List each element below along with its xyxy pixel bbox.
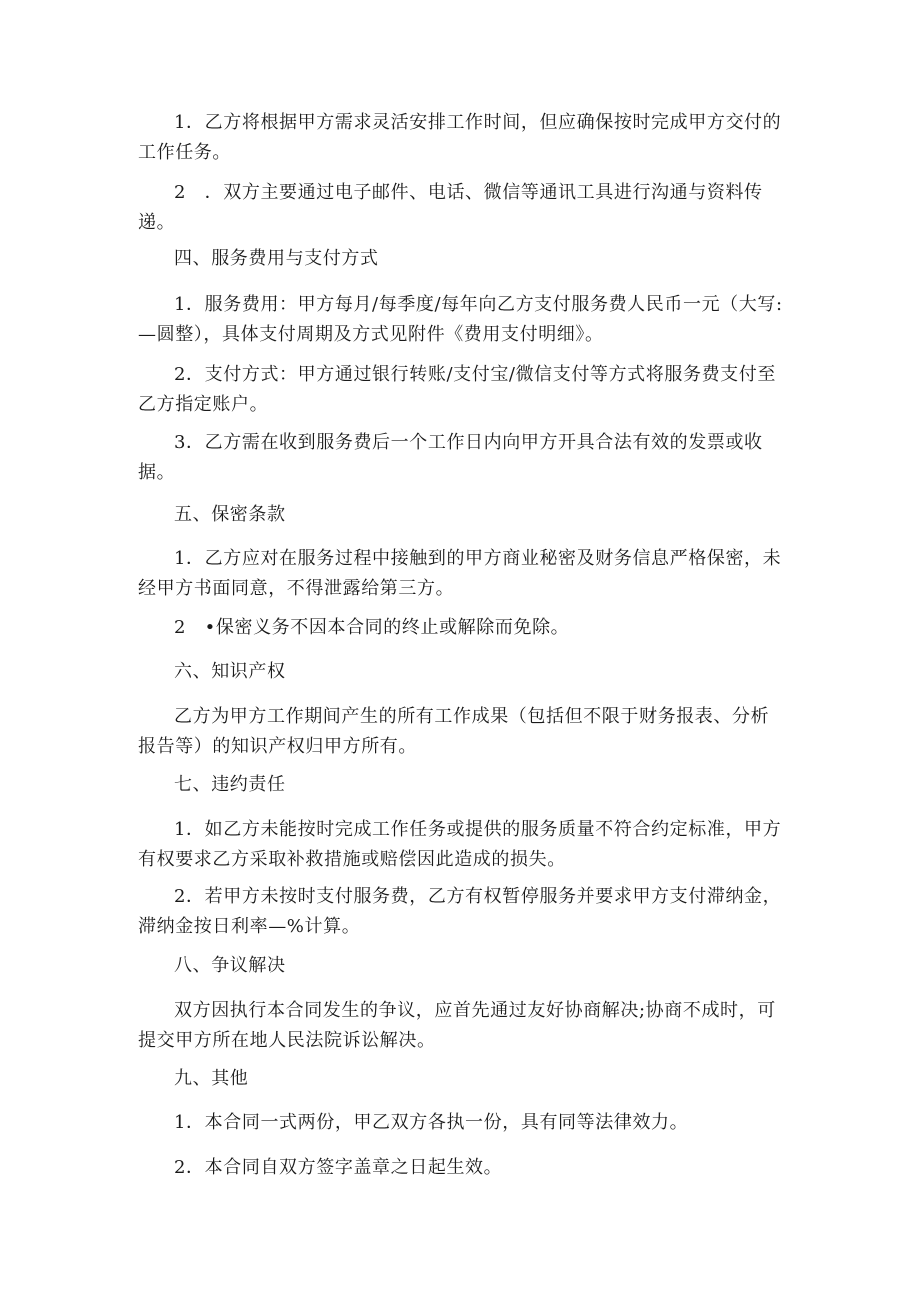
clause-3-item-2: 2 ．双方主要通过电子邮件、电话、微信等通讯工具进行沟通与资料传递。 — [138, 182, 763, 233]
clause-7-item-1: 1．如乙方未能按时完成工作任务或提供的服务质量不符合约定标准，甲方有权要求乙方采取补救措施或赔偿因此造成的损失。 — [138, 819, 782, 870]
clause-3-item-1: 1．乙方将根据甲方需求灵活安排工作时间，但应确保按时完成甲方交付的工作任务。 — [138, 112, 782, 163]
section-heading-6: 六、知识产权 — [174, 661, 286, 682]
clause-4-item-2: 2．支付方式：甲方通过银行转账/支付宝/微信支付等方式将服务费支付至乙方指定账户。 — [138, 364, 776, 415]
clause-4-item-3: 3．乙方需在收到服务费后一个工作日内向甲方开具合法有效的发票或收据。 — [138, 432, 763, 483]
clause-7-item-2: 2．若甲方未按时支付服务费，乙方有权暂停服务并要求甲方支付滞纳金，滞纳金按日利率—%计算。 — [138, 886, 782, 937]
section-heading-9: 九、其他 — [174, 1068, 249, 1089]
section-heading-7: 七、违约责任 — [174, 774, 286, 795]
clause-8-body: 双方因执行本合同发生的争议，应首先通过友好协商解决;协商不成时，可提交甲方所在地人民法院诉讼解决。 — [138, 1000, 776, 1051]
section-heading-5: 五、保密条款 — [174, 504, 286, 525]
clause-4-item-1: 1．服务费用：甲方每月/每季度/每年向乙方支付服务费人民币一元（大写:—圆整），具体支付周期及方式见附件《费用支付明细》。 — [138, 294, 783, 345]
clause-9-item-1: 1．本合同一式两份，甲乙双方各执一份，具有同等法律效力。 — [174, 1112, 689, 1133]
section-heading-8: 八、争议解决 — [174, 955, 286, 976]
clause-5-item-1: 1．乙方应对在服务过程中接触到的甲方商业秘密及财务信息严格保密，未经甲方书面同意，不得泄露给第三方。 — [138, 548, 782, 599]
clause-6-body: 乙方为甲方工作期间产生的所有工作成果（包括但不限于财务报表、分析报告等）的知识产权归甲方所有。 — [138, 706, 770, 757]
section-heading-4: 四、服务费用与支付方式 — [174, 248, 379, 269]
clause-5-item-2: 2 •保密义务不因本合同的终止或解除而免除。 — [174, 617, 570, 638]
clause-9-item-2: 2．本合同自双方签字盖章之日起生效。 — [174, 1157, 503, 1178]
